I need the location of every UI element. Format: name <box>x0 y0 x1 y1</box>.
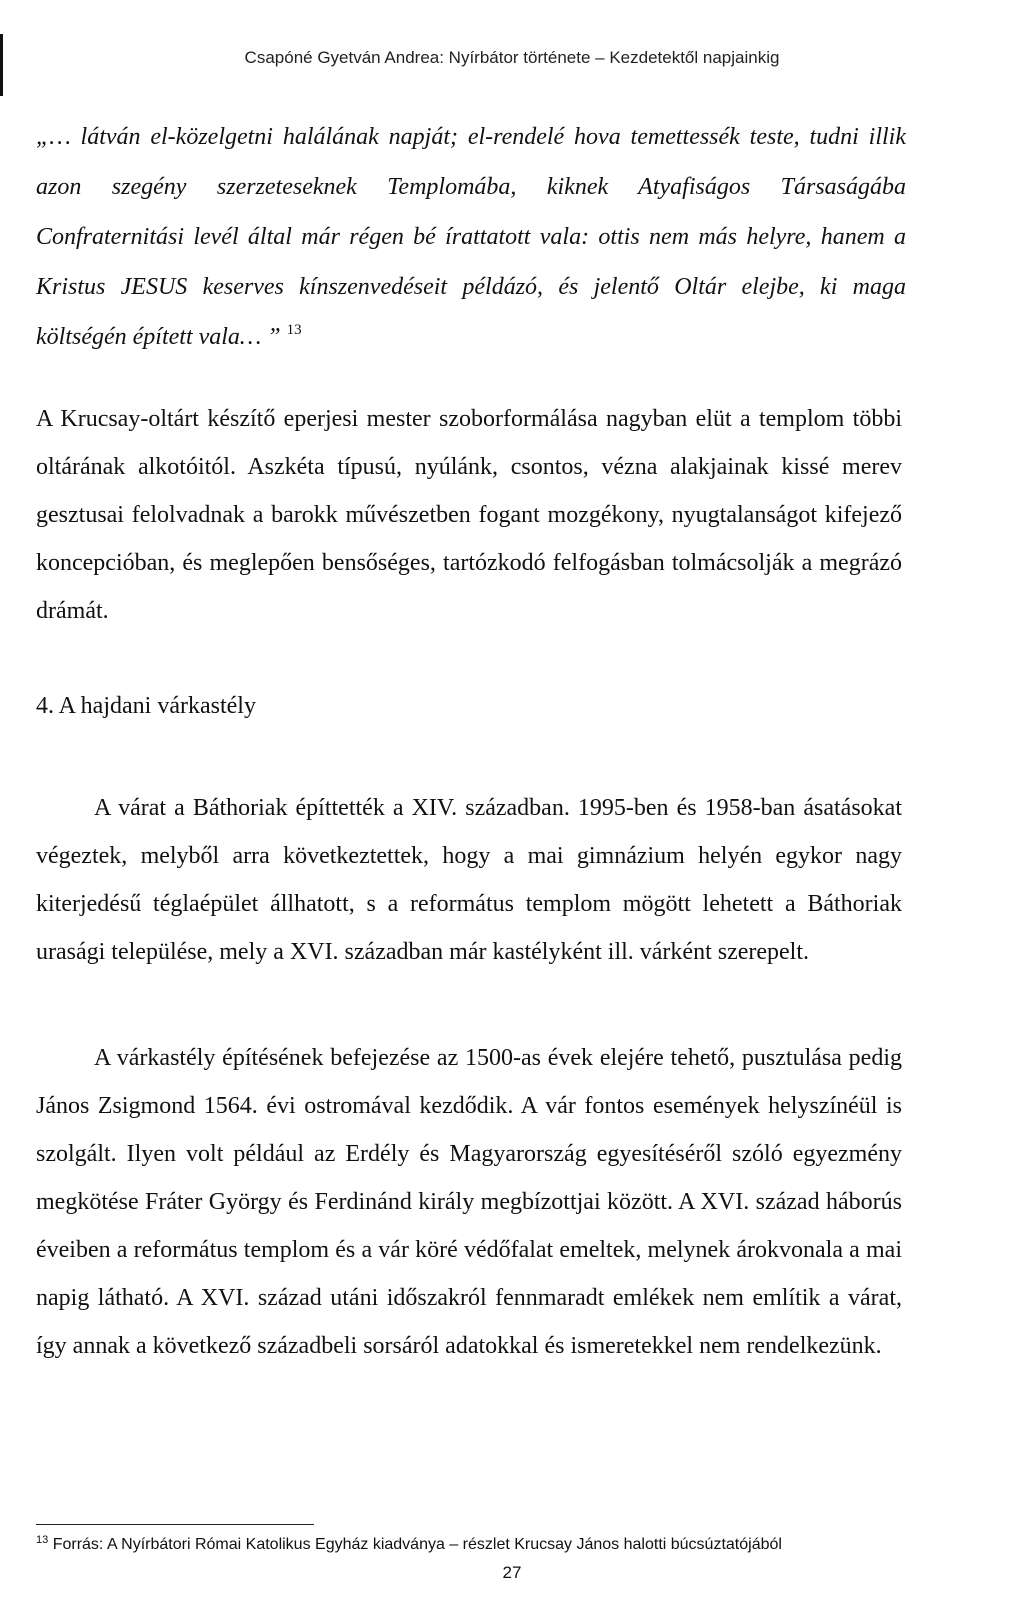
footnote-number: 13 <box>36 1534 49 1546</box>
quote-text: „… látván el-közelgetni halálának napját; el-rendelé hova temettessék teste, tudni illik azon szegény szerzeteseknek Templomába, kiknek Atyafiságos Társaságába Confraternitási levél által már régen bé írattatott vala: ottis nem más helyre, hanem a Kristus JESUS keserves kínszenvedéseit példázó, és jelentő Oltár elejbe, ki maga költségén épített vala… ” <box>36 124 906 350</box>
section-heading: 4. A hajdani várkastély <box>36 693 256 719</box>
footnote-divider <box>36 1524 314 1525</box>
quoted-passage <box>36 112 906 362</box>
footnote <box>36 1536 976 1554</box>
paragraph-krucsay-altar: A Krucsay-oltárt készítő eperjesi mester szoborformálása nagyban elüt a templom többi oltárának alkotóitól. Aszkéta típusú, nyúlánk, csontos, vézna alakjainak kissé merev gesztusai felolvadnak a barokk művészetben fogant mozgékony, nyugtalanságot kifejező koncepcióban, és meglepően bensőséges, tartózkodó felfogásban tolmácsolják a megrázó drámát. <box>36 406 902 624</box>
paragraph-castle-history: A várat a Báthoriak építtették a XIV. században. 1995-ben és 1958-ban ásatásokat végeztek, melyből arra következtettek, hogy a mai gimnázium helyén egykor nagy kiterjedésű téglaépület állhatott, s a református templom mögött lehetett a Báthoriak urasági települése, mely a XVI. században már kastélyként ill. várként szerepelt. <box>36 795 902 965</box>
page-number: 27 <box>502 1563 522 1582</box>
running-header: Csapóné Gyetván Andrea: Nyírbátor története – Kezdetektől napjainkig <box>244 48 780 67</box>
paragraph-castle-events: A várkastély építésének befejezése az 1500-as évek elejére tehető, pusztulása pedig János Zsigmond 1564. évi ostromával kezdődik. A vár fontos események helyszínéül is szolgált. Ilyen volt például az Erdély és Magyarország egyesítéséről szóló egyezmény megkötése Fráter György és Ferdinánd király megbízottjai között. A XVI. század háborús éveiben a református templom és a vár köré védőfalat emeltek, melynek árokvonala a mai napig látható. A XVI. század utáni időszakról fennmaradt emlékek nem említik a várat, így annak a következő századbeli sorsáról adatokkal és ismeretekkel nem rendelkezünk. <box>36 1045 902 1359</box>
footnote-reference: 13 <box>286 322 302 338</box>
footnote-text: Forrás: A Nyírbátori Római Katolikus Egyház kiadványa – részlet Krucsay János halotti búcsúztatójából <box>52 1536 782 1553</box>
